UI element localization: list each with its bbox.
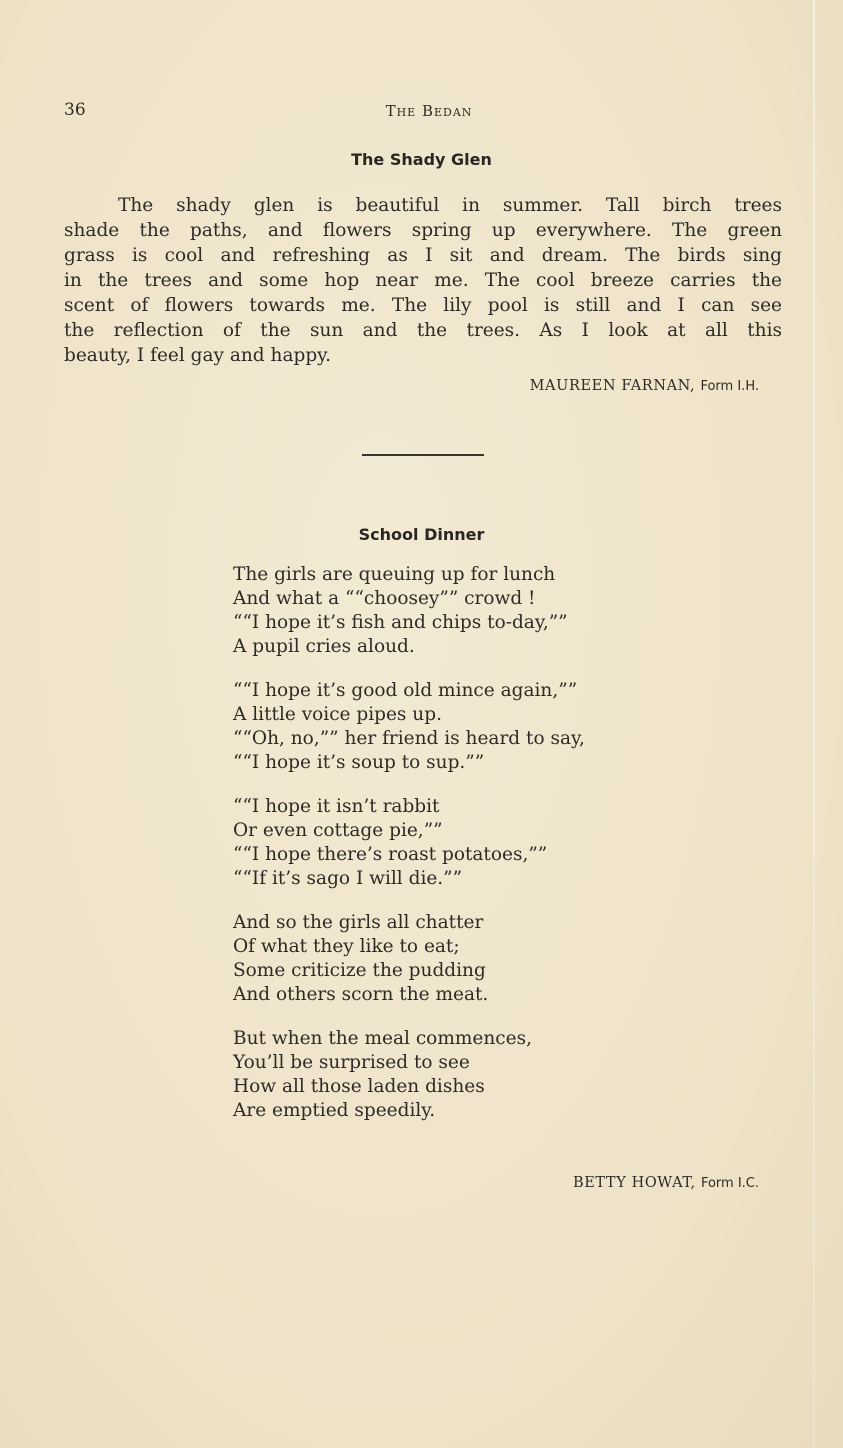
poem-school-dinner [233,563,683,1143]
author-byline-2 [573,1175,759,1191]
article-title-shady-glen: The Shady Glen [351,150,492,169]
poem-line: ““Oh, no,”” her friend is heard to say, [233,728,585,749]
poem-stanza [233,795,683,891]
section-divider [362,454,484,456]
prose-line: the reflection of the sun and the trees. As I look at all this [64,320,782,341]
prose-line: grass is cool and refreshing as I sit and dream. The birds sing [64,245,782,266]
prose-line: The shady glen is beautiful in summer. Tall birch trees [118,195,782,216]
poem-line: ““I hope it’s good old mince again,”” [233,680,578,701]
poem-line: Are emptied speedily. [233,1100,436,1121]
poem-line: And others scorn the meat. [233,984,489,1005]
article-body-shady-glen [64,193,782,368]
poem-line: ““I hope it isn’t rabbit [233,796,440,817]
author-form: Form I.H. [700,379,759,394]
prose-line: beauty, I feel gay and happy. [64,345,332,366]
author-name: MAUREEN FARNAN, [529,378,696,394]
author-form: Form I.C. [700,1176,759,1191]
running-head: The Bedan [385,102,473,120]
page-edge [813,0,815,1448]
poem-stanza [233,1027,683,1123]
poem-line: ““I hope there’s roast potatoes,”” [233,844,548,865]
prose-line: in the trees and some hop near me. The cool breeze carries the [64,270,782,291]
poem-line: Of what they like to eat; [233,936,460,957]
poem-line: ““If it’s sago I will die.”” [233,868,463,889]
author-name: BETTY HOWAT, [572,1175,696,1191]
poem-line: But when the meal commences, [233,1028,532,1049]
poem-stanza [233,911,683,1007]
poem-stanza [233,679,683,775]
poem-line: A little voice pipes up. [233,704,442,725]
poem-line: You’ll be surprised to see [233,1052,470,1073]
poem-line: Some criticize the pudding [233,960,486,981]
prose-line: scent of flowers towards me. The lily pool is still and I can see [64,295,782,316]
author-byline-1 [530,378,759,394]
poem-line: Or even cottage pie,”” [233,820,443,841]
poem-line: A pupil cries aloud. [233,636,415,657]
poem-line: How all those laden dishes [233,1076,485,1097]
article-title-school-dinner: School Dinner [358,525,485,544]
prose-line: shade the paths, and flowers spring up everywhere. The green [64,220,782,241]
poem-stanza [233,563,683,659]
page-header [64,100,794,124]
poem-line: And what a ““choosey”” crowd ! [233,588,536,609]
poem-line: The girls are queuing up for lunch [233,564,556,585]
page-number: 36 [64,100,86,120]
poem-line: ““I hope it’s fish and chips to-day,”” [233,612,568,633]
poem-line: ““I hope it’s soup to sup.”” [233,752,485,773]
poem-line: And so the girls all chatter [233,912,484,933]
